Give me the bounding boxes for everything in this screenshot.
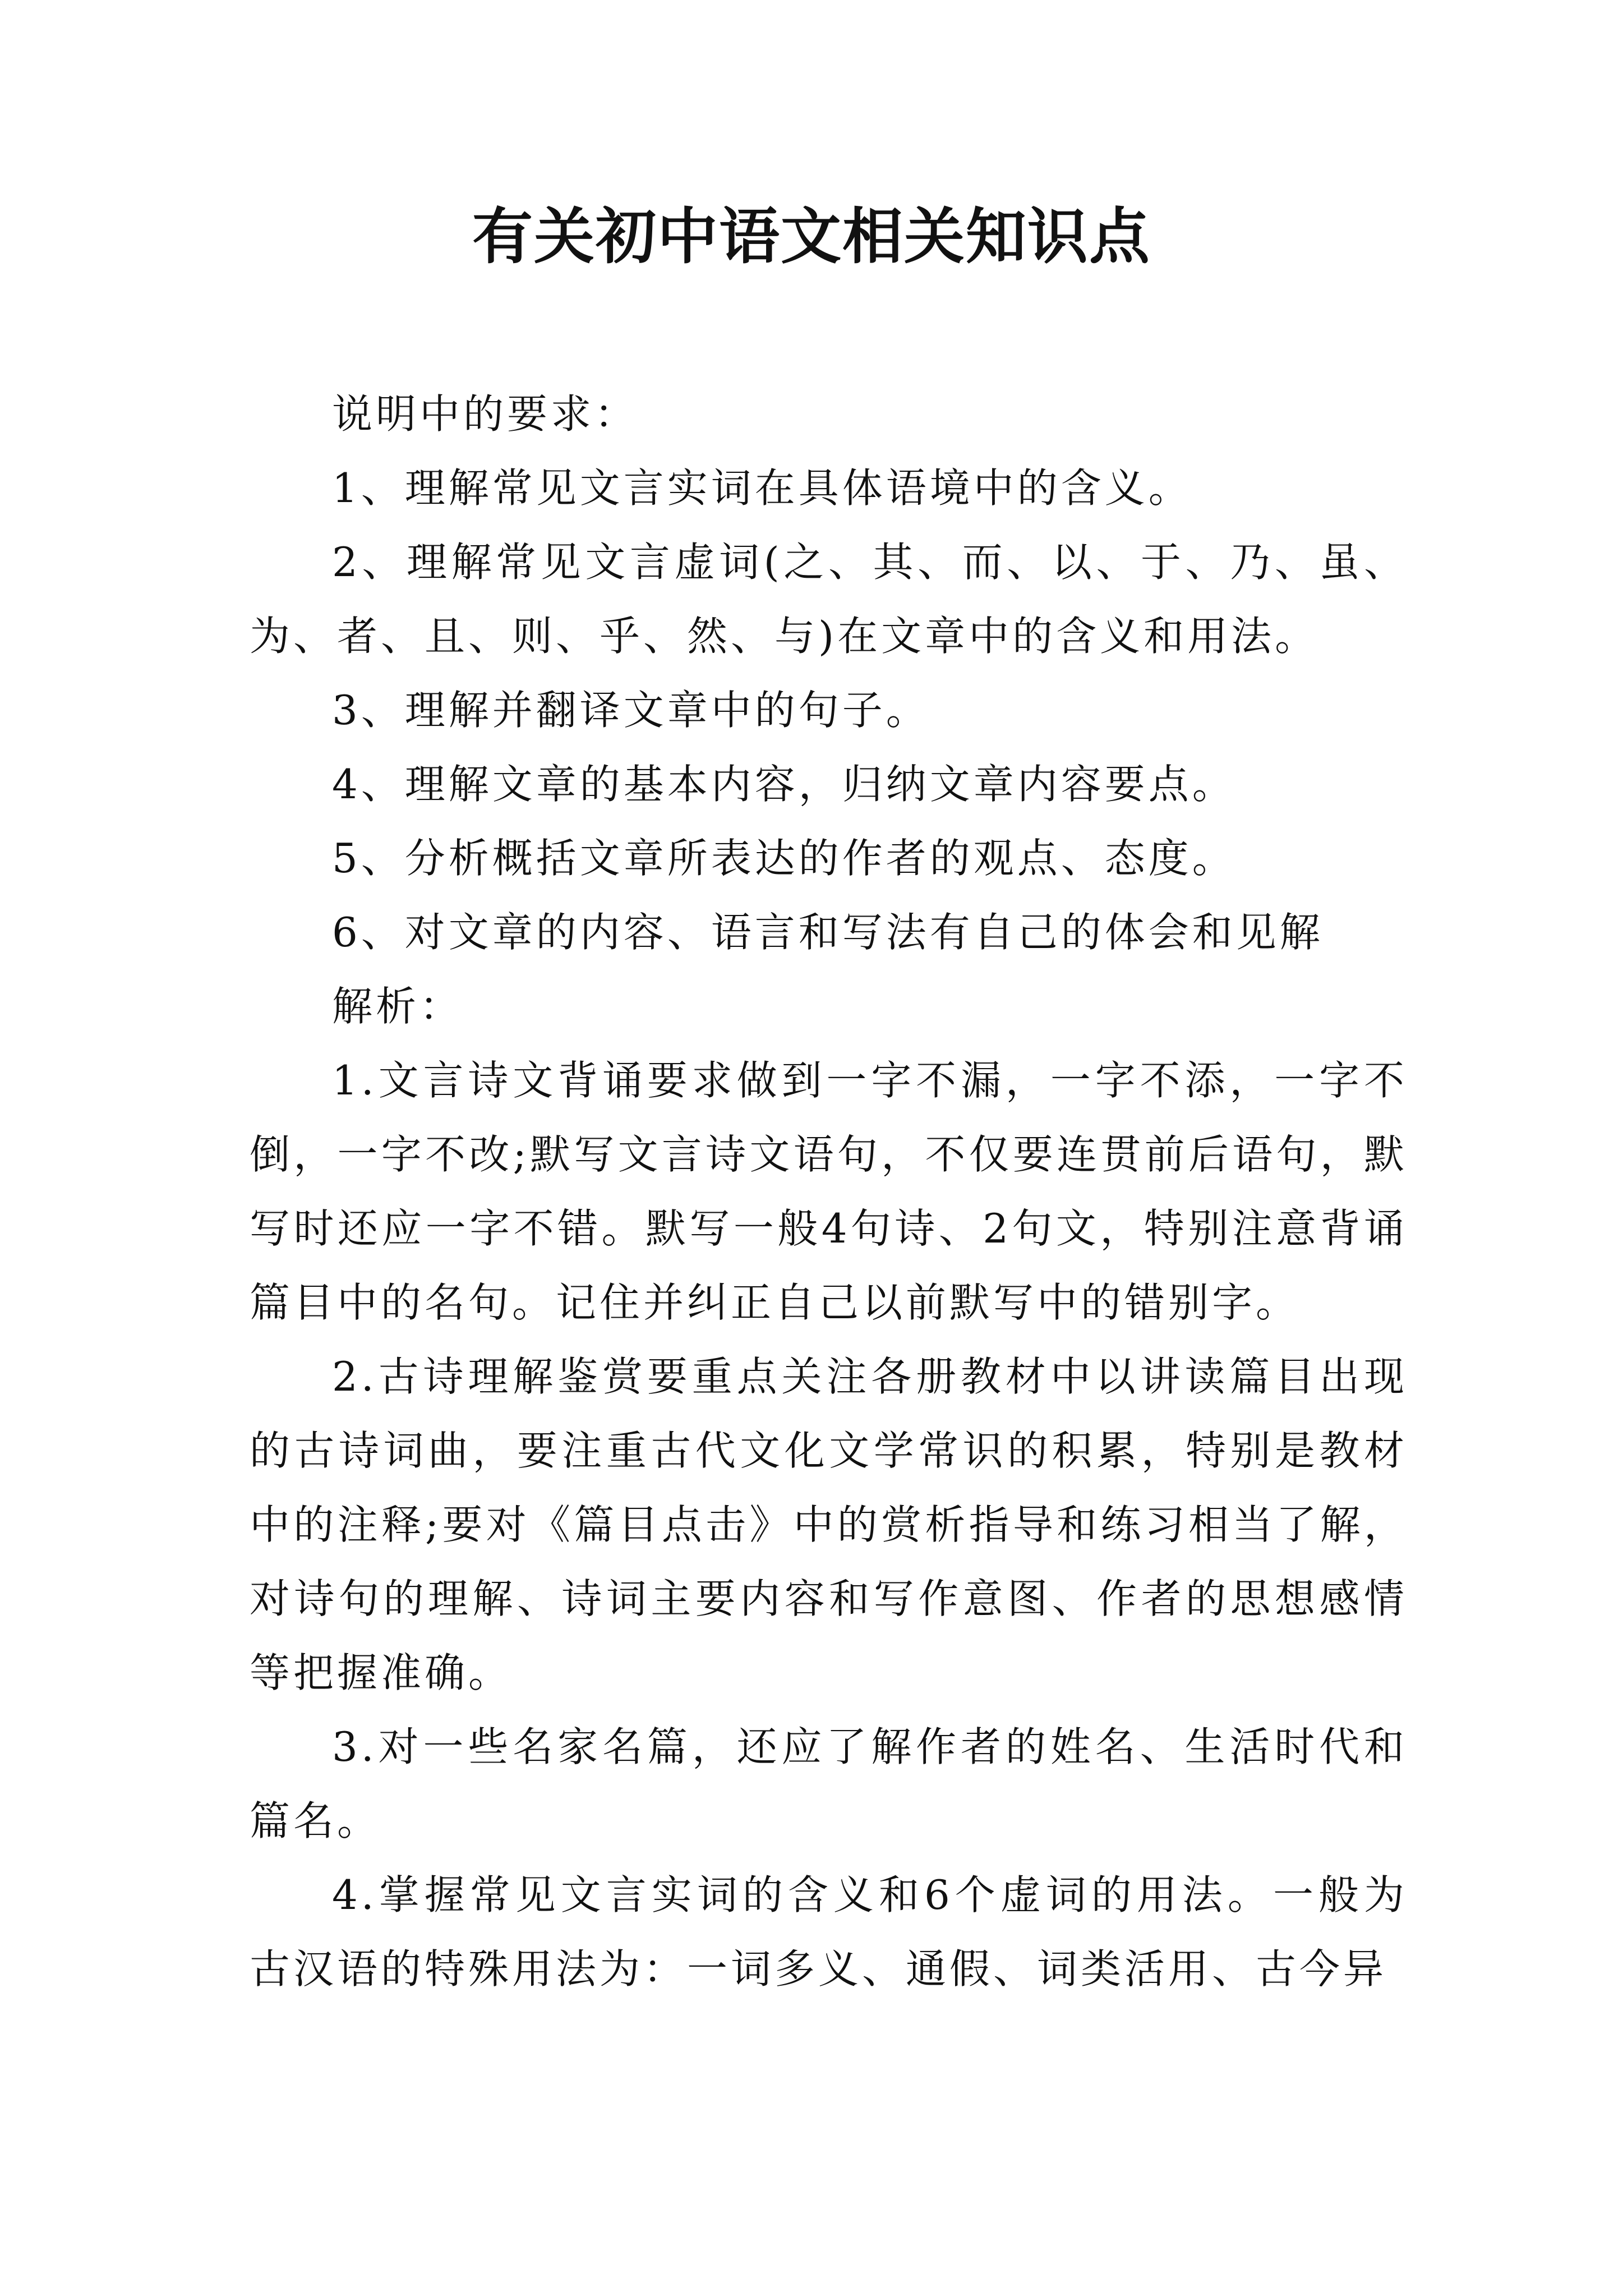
paragraph-requirement-6: 6、对文章的内容、语言和写法有自己的体会和见解 bbox=[332, 909, 1324, 956]
paragraph-analysis-3: 3.对一些名家名篇，还应了解作者的姓名、生活时代和篇名。 bbox=[250, 1723, 1408, 1844]
paragraph-requirement-4: 4、理解文章的基本内容，归纳文章内容要点。 bbox=[332, 761, 1236, 808]
paragraph-analysis-4: 4.掌握常见文言实词的含义和6个虚词的用法。一般为古汉语的特殊用法为：一词多义、通假、词类活用、古今异 bbox=[250, 1871, 1408, 1993]
document-body bbox=[250, 377, 1408, 2006]
paragraph-analysis-1: 1.文言诗文背诵要求做到一字不漏，一字不添，一字不倒，一字不改;默写文言诗文语句，不仅要连贯前后语句，默写时还应一字不错。默写一般4句诗、2句文，特别注意背诵篇目中的名句。记住并纠正自己以前默写中的错别字。 bbox=[250, 1057, 1408, 1326]
paragraph-requirement-5: 5、分析概括文章所表达的作者的观点、态度。 bbox=[332, 835, 1236, 882]
paragraph-requirement-2: 2、理解常见文言虚词(之、其、而、以、于、乃、虽、为、者、且、则、乎、然、与)在文章中的含义和用法。 bbox=[250, 539, 1408, 660]
paragraph-analysis-2: 2.古诗理解鉴赏要重点关注各册教材中以讲读篇目出现的古诗词曲，要注重古代文化文学常识的积累，特别是教材中的注释;要对《篇目点击》中的赏析指导和练习相当了解，对诗句的理解、诗词主要内容和写作意图、作者的思想感情等把握准确。 bbox=[250, 1353, 1408, 1696]
paragraph-analysis-heading: 解析： bbox=[332, 983, 464, 1030]
paragraph-requirement-1: 1、理解常见文言实词在具体语境中的含义。 bbox=[332, 464, 1192, 512]
paragraph-requirements-heading: 说明中的要求： bbox=[332, 390, 639, 438]
document-title: 有关初中语文相关知识点 bbox=[472, 201, 1151, 272]
paragraph-requirement-3: 3、理解并翻译文章中的句子。 bbox=[332, 687, 930, 734]
